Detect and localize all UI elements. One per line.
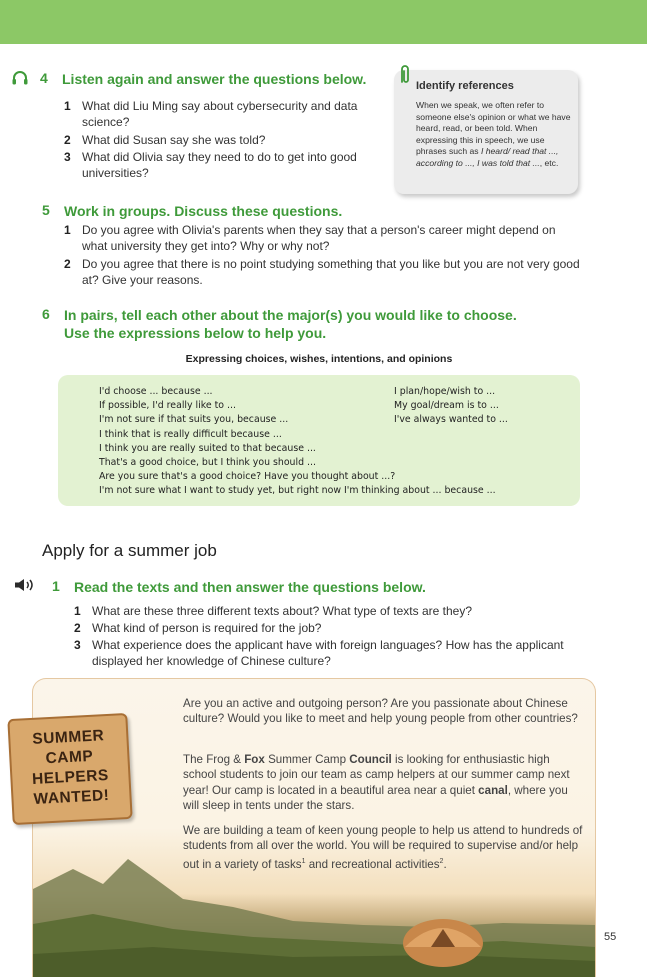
expressions-box-title: Expressing choices, wishes, intentions, and opinions xyxy=(185,353,453,365)
expression: I plan/hope/wish to ... xyxy=(394,386,496,397)
expression: I'd choose ... because ... xyxy=(99,386,213,397)
question-1-heading: Read the texts and then answer the questions below. xyxy=(74,579,426,595)
section-title: Apply for a summer job xyxy=(42,541,217,560)
list-item: 2 Do you agree that there is no point studying something that you like but you are not very good at? Give your reasons. xyxy=(64,257,580,287)
expression: I'm not sure what I want to study yet, but right now I'm thinking about ... because ... xyxy=(99,485,496,497)
expressions-right-column xyxy=(394,385,508,428)
question-6-number: 6 xyxy=(42,306,50,322)
sign-text: SUMMER CAMP HELPERS WANTED! xyxy=(31,727,110,808)
question-5-heading: Work in groups. Discuss these questions. xyxy=(64,203,343,219)
advert-paragraph-3: We are building a team of keen young people to help us attend to hundreds of students from all over the world. You will be required to supervise and/or help out in a variety of tasks$^1$ and recreational activities$^2$. xyxy=(183,824,583,871)
question-5-number: 5 xyxy=(42,202,50,218)
expression: I'm not sure if that suits you, because ... xyxy=(99,414,289,426)
top-color-bar xyxy=(0,0,647,44)
list-item: 3 What did Olivia say they need to do to get into good universities? xyxy=(64,150,357,180)
question-4-number: 4 xyxy=(40,70,48,86)
identify-references-tip xyxy=(394,70,578,194)
list-item: 1 What did Liu Ming say about cybersecurity and data science? xyxy=(64,99,358,129)
headphones-icon xyxy=(11,70,29,86)
expression: I think that is really difficult because ... xyxy=(99,428,282,440)
question-6-heading: In pairs, tell each other about the major(s) you would like to choose. Use the expressions below to help you. xyxy=(64,307,517,341)
tip-text: When we speak, we often refer to someone else's opinion or what we have heard, read, or been told. When expressing this in speech, we use phrases such as I heard/ read that ..., according to ..., I was told that ..., etc. xyxy=(416,100,571,168)
list-item: 1 What are these three different texts about? What type of texts are they? xyxy=(74,604,472,618)
list-item: 3 What experience does the applicant have with foreign languages? How has the applicant displayed her knowledge of Chinese culture? xyxy=(74,638,564,668)
expression: If possible, I'd really like to ... xyxy=(99,400,236,412)
advert-paragraph-2: The Frog & Fox Summer Camp Council is looking for enthusiastic high school students to join our team as camp helpers at our summer camp next year! Our camp is located in a beautiful area near a quiet canal, where you will sleep in tents under the stars. xyxy=(183,753,570,813)
advert-paragraph-1: Are you an active and outgoing person? Are you passionate about Chinese culture? Would you like to meet and help young people from other countries? xyxy=(183,697,578,726)
expression: That's a good choice, but I think you should ... xyxy=(99,457,316,469)
tip-title: Identify references xyxy=(416,80,514,92)
list-item: 2 What kind of person is required for the job? xyxy=(74,621,322,635)
list-item: 2 What did Susan say she was told? xyxy=(64,133,266,147)
expression: I think you are really suited to that because ... xyxy=(99,442,316,454)
expression: My goal/dream is to ... xyxy=(394,400,499,412)
list-item: 1 Do you agree with Olivia's parents when they say that a person's career might depend on what university they get into? Why or why not? xyxy=(64,223,556,253)
speaker-icon xyxy=(14,578,38,592)
summer-camp-sign xyxy=(7,713,132,825)
expressions-box xyxy=(58,375,580,506)
page-number: 55 xyxy=(604,931,617,943)
paperclip-icon xyxy=(398,64,412,86)
question-1-number: 1 xyxy=(52,578,60,594)
expression: Are you sure that's a good choice? Have you thought about ...? xyxy=(99,471,396,483)
expression: I've always wanted to ... xyxy=(394,414,508,426)
question-4-heading: Listen again and answer the questions below. xyxy=(62,71,367,87)
